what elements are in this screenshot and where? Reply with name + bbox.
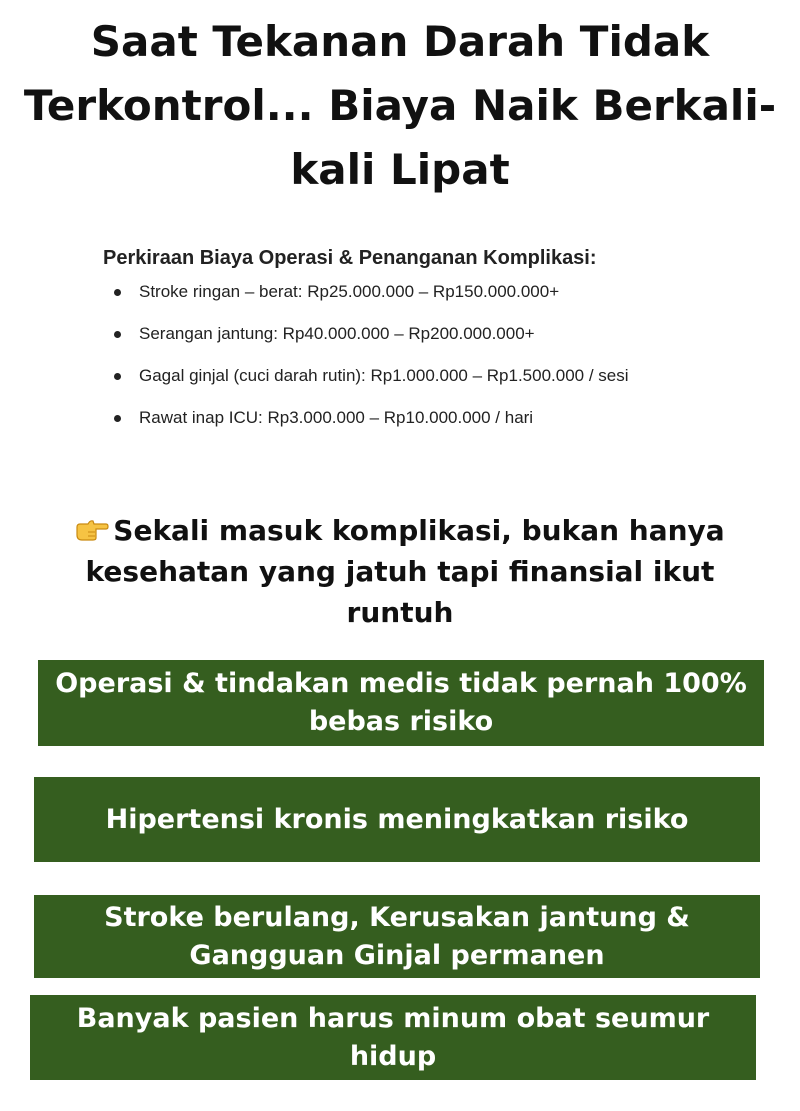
risk-box-medication	[30, 995, 756, 1080]
pointing-hand-icon	[75, 518, 109, 542]
list-item	[103, 406, 763, 430]
risk-box-text: Operasi & tindakan medis tidak pernah 100% bebas risiko	[55, 668, 747, 737]
list-item	[103, 280, 763, 304]
risk-box-hypertension	[34, 777, 760, 862]
risk-box-text: Hipertensi kronis meningkatkan risiko	[105, 803, 689, 835]
cost-item-text: Stroke ringan – berat: Rp25.000.000 – Rp150.000.000+	[139, 282, 560, 301]
list-item	[103, 364, 763, 388]
cost-estimate-section	[103, 244, 763, 448]
cost-item-text: Rawat inap ICU: Rp3.000.000 – Rp10.000.000 / hari	[139, 408, 534, 427]
bullet-icon	[114, 373, 121, 380]
bullet-icon	[114, 289, 121, 296]
list-item	[103, 322, 763, 346]
cost-heading: Perkiraan Biaya Operasi & Penanganan Komplikasi:	[103, 247, 597, 269]
cost-item-text: Gagal ginjal (cuci darah rutin): Rp1.000.000 – Rp1.500.000 / sesi	[139, 366, 629, 385]
bullet-icon	[114, 331, 121, 338]
callout-text-block	[60, 510, 740, 633]
risk-box-complications	[34, 895, 760, 978]
risk-box-text: Banyak pasien harus minum obat seumur hidup	[76, 1002, 710, 1072]
risk-box-text: Stroke berulang, Kerusakan jantung & Gangguan Ginjal permanen	[104, 901, 690, 971]
bullet-icon	[114, 415, 121, 422]
cost-list	[103, 280, 763, 430]
page-title: Saat Tekanan Darah Tidak Terkontrol... Biaya Naik Berkali-kali Lipat	[23, 17, 777, 194]
cost-item-text: Serangan jantung: Rp40.000.000 – Rp200.000.000+	[139, 324, 535, 343]
risk-box-surgery	[38, 660, 764, 746]
callout-text: Sekali masuk komplikasi, bukan hanya kesehatan yang jatuh tapi finansial ikut runtuh	[85, 514, 725, 629]
